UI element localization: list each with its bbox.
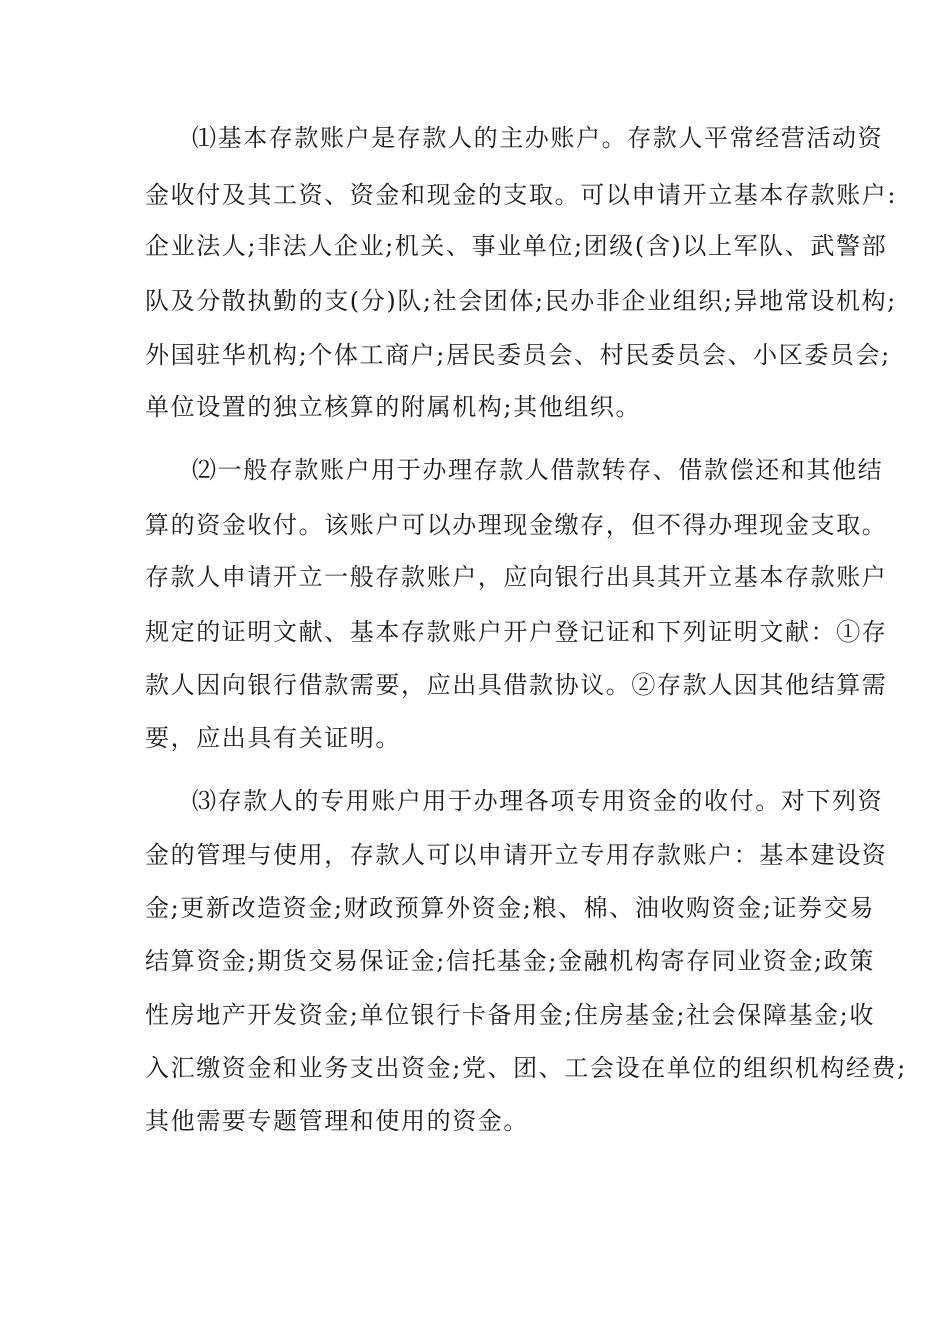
- paragraph-line: 队及分散执勤的支(分)队;社会团体;民办非企业组织;异地常设机构;: [145, 287, 897, 315]
- paragraph-line: 外国驻华机构;个体工商户;居民委员会、村民委员会、小区委员会;: [145, 341, 891, 369]
- paragraph-line: 要，应出具有关证明。: [145, 724, 401, 752]
- paragraph-line: 企业法人;非法人企业;机关、事业单位;团级(含)以上军队、武警部: [145, 232, 888, 260]
- paragraph-line: 存款人申请开立一般存款账户，应向银行出具其开立基本存款账户: [145, 563, 888, 591]
- paragraph-line: 性房地产开发资金;单位银行卡备用金;住房基金;社会保障基金;收: [145, 1001, 875, 1029]
- paragraph-line: 结算资金;期货交易保证金;信托基金;金融机构寄存同业资金;政策: [145, 947, 875, 975]
- paragraph-line: 其他需要专题管理和使用的资金。: [145, 1107, 529, 1135]
- paragraph-line: 单位设置的独立核算的附属机构;其他组织。: [145, 393, 642, 421]
- paragraph-line: ⑴基本存款账户是存款人的主办账户。存款人平常经营活动资: [192, 124, 884, 152]
- paragraph-line: 金;更新改造资金;财政预算外资金;粮、棉、油收购资金;证券交易: [145, 894, 875, 922]
- paragraph-line: ⑵一般存款账户用于办理存款人借款转存、借款偿还和其他结: [192, 456, 884, 484]
- paragraph-line: 规定的证明文献、基本存款账户开户登记证和下列证明文献：①存: [145, 618, 888, 646]
- paragraph-line: 金的管理与使用，存款人可以申请开立专用存款账户：基本建设资: [145, 841, 888, 869]
- paragraph-line: 金收付及其工资、资金和现金的支取。可以申请开立基本存款账户:: [145, 181, 898, 209]
- paragraph-line: 算的资金收付。该账户可以办理现金缴存，但不得办理现金支取。: [145, 511, 888, 539]
- paragraph-line: 入汇缴资金和业务支出资金;党、团、工会设在单位的组织机构经费;: [145, 1054, 907, 1082]
- paragraph-line: ⑶存款人的专用账户用于办理各项专用资金的收付。对下列资: [192, 787, 884, 815]
- paragraph-line: 款人因向银行借款需要，应出具借款协议。②存款人因其他结算需: [145, 671, 888, 699]
